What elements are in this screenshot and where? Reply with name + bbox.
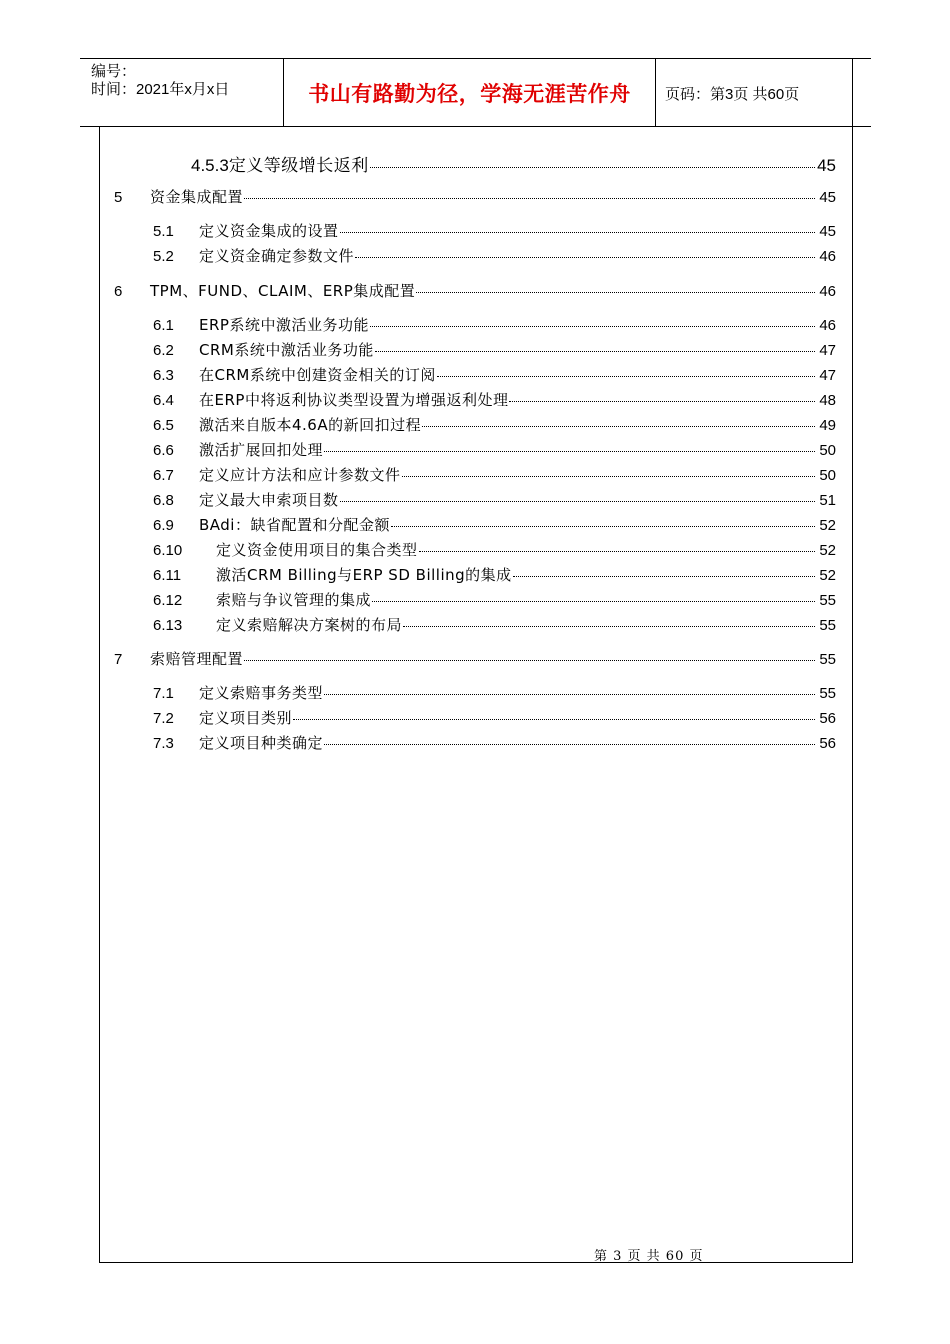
toc-entry[interactable]: [153, 220, 836, 241]
toc-entry-title: 资金集成配置: [150, 188, 244, 206]
toc-entry-title: 定义项目种类确定: [199, 734, 324, 752]
toc-entry[interactable]: [153, 539, 836, 560]
toc-entry-number: 7.3: [153, 735, 174, 752]
toc-entry[interactable]: [153, 314, 836, 335]
toc-entry-page: 55: [819, 651, 836, 668]
toc-entry-page: 46: [819, 283, 836, 300]
toc-entry-title: 定义最大申索项目数: [199, 491, 339, 509]
toc-entry-page: 45: [817, 156, 836, 175]
toc-dot-leader: [403, 611, 815, 627]
toc-entry-title: 索赔管理配置: [150, 650, 244, 668]
toc-entry-page: 50: [819, 467, 836, 484]
toc-entry-title: CRM系统中激活业务功能: [199, 341, 374, 359]
toc-entry-number: 5.2: [153, 248, 174, 265]
toc-entry[interactable]: [191, 151, 836, 176]
toc-dot-leader: [372, 586, 815, 602]
toc-entry[interactable]: [153, 682, 836, 703]
toc-entry-title: 激活来自版本4.6A的新回扣过程: [199, 416, 422, 434]
toc-entry-title: 在CRM系统中创建资金相关的订阅: [199, 366, 436, 384]
header-meta: [80, 59, 283, 127]
toc-dot-leader: [416, 277, 815, 293]
toc-dot-leader: [419, 536, 815, 552]
toc-entry-page: 52: [819, 542, 836, 559]
toc-dot-leader: [293, 704, 815, 720]
toc-entry[interactable]: [153, 464, 836, 485]
toc-entry-number: 6.1: [153, 317, 174, 334]
toc-entry-number: 6.10: [153, 542, 183, 559]
toc-dot-leader: [244, 645, 815, 661]
toc-entry[interactable]: [153, 339, 836, 360]
toc-entry-page: 50: [819, 442, 836, 459]
toc-entry-page: 56: [819, 710, 836, 727]
toc-dot-leader: [391, 511, 815, 527]
toc-entry[interactable]: [114, 648, 836, 669]
toc-entry-page: 46: [819, 317, 836, 334]
toc-entry-title: 定义索赔解决方案树的布局: [216, 616, 403, 634]
toc-dot-leader: [370, 150, 815, 168]
toc-entry[interactable]: [153, 614, 836, 635]
toc-entry-number: 6.11: [153, 567, 182, 584]
toc-entry-page: 46: [819, 248, 836, 265]
toc-entry-title: 定义项目类别: [199, 709, 293, 727]
header-motto: 书山有路勤为径，学海无涯苦作舟: [283, 59, 656, 127]
toc-entry-number: 6.13: [153, 617, 183, 634]
toc-entry-number: 6.2: [153, 342, 174, 359]
toc-entry-title: 索赔与争议管理的集成: [216, 591, 372, 609]
toc-entry[interactable]: [153, 732, 836, 753]
toc-entry[interactable]: [153, 589, 836, 610]
toc-dot-leader: [437, 361, 815, 377]
toc-entry-page: 47: [819, 342, 836, 359]
toc-entry-page: 48: [819, 392, 836, 409]
toc-dot-leader: [509, 386, 815, 402]
toc-entry-page: 56: [819, 735, 836, 752]
toc-entry-number: 6.3: [153, 367, 174, 384]
toc-entry[interactable]: [153, 707, 836, 728]
toc-entry[interactable]: [153, 389, 836, 410]
page-footer: 第 3 页 共 60 页: [594, 1249, 704, 1264]
toc-entry-page: 55: [819, 685, 836, 702]
toc-entry-title: 定义资金确定参数文件: [199, 247, 355, 265]
toc-entry-title: 定义等级增长返利: [228, 156, 369, 176]
toc-entry-number: 5: [114, 189, 123, 206]
toc-entry-title: 定义应计方法和应计参数文件: [199, 466, 401, 484]
toc-entry[interactable]: [153, 364, 836, 385]
toc-entry-number: 6.12: [153, 592, 183, 609]
toc-dot-leader: [402, 461, 815, 477]
toc-entry-page: 52: [819, 567, 836, 584]
toc-entry-page: 45: [819, 223, 836, 240]
toc-entry-number: 6.9: [153, 517, 174, 534]
toc-entry-title: 定义资金集成的设置: [199, 222, 339, 240]
toc-entry-number: 4.5.3: [191, 156, 229, 175]
toc-entry-number: 6: [114, 283, 123, 300]
toc-dot-leader: [340, 486, 815, 502]
page-header: [80, 58, 871, 127]
toc-entry-page: 45: [819, 189, 836, 206]
toc-dot-leader: [324, 729, 815, 745]
toc-entry-page: 47: [819, 367, 836, 384]
document-number-label: 编号：: [91, 63, 137, 80]
toc-dot-leader: [340, 217, 815, 233]
toc-entry-number: 6.5: [153, 417, 174, 434]
toc-dot-leader: [355, 242, 815, 258]
header-page-info: 页码：第3页 共60页: [656, 59, 853, 127]
toc-entry[interactable]: [114, 186, 836, 207]
toc-entry-title: 定义索赔事务类型: [199, 684, 324, 702]
toc-entry-number: 6.6: [153, 442, 174, 459]
toc-entry[interactable]: [153, 564, 836, 585]
toc-entry-number: 6.7: [153, 467, 174, 484]
toc-entry[interactable]: [153, 414, 836, 435]
toc-dot-leader: [370, 311, 815, 327]
toc-entry-page: 49: [819, 417, 836, 434]
toc-entry-title: BAdi：缺省配置和分配金额: [199, 516, 390, 534]
toc-entry[interactable]: [153, 439, 836, 460]
toc-dot-leader: [422, 411, 815, 427]
toc-entry[interactable]: [114, 280, 836, 301]
toc-dot-leader: [324, 436, 815, 452]
toc-dot-leader: [375, 336, 815, 352]
toc-dot-leader: [513, 561, 815, 577]
toc-entry-page: 51: [819, 492, 836, 509]
toc-entry-page: 55: [819, 592, 836, 609]
toc-entry[interactable]: [153, 514, 836, 535]
toc-entry-number: 7.2: [153, 710, 174, 727]
toc-entry-number: 7: [114, 651, 123, 668]
toc-entry-number: 5.1: [153, 223, 174, 240]
toc-entry-title: 定义资金使用项目的集合类型: [216, 541, 418, 559]
document-time-label: 时间：2021年x月x日: [91, 81, 230, 98]
toc-entry-number: 7.1: [153, 685, 174, 702]
toc-entry-page: 55: [819, 617, 836, 634]
toc-entry-title: ERP系统中激活业务功能: [199, 316, 369, 334]
toc-entry-title: 激活扩展回扣处理: [199, 441, 324, 459]
toc-entry-title: 激活CRM Billing与ERP SD Billing的集成: [216, 566, 512, 584]
toc-entry-title: 在ERP中将返利协议类型设置为增强返利处理: [199, 391, 509, 409]
toc-entry-title: TPM、FUND、CLAIM、ERP集成配置: [150, 282, 416, 300]
toc-entry[interactable]: [153, 245, 836, 266]
toc-dot-leader: [324, 679, 815, 695]
toc-entry-number: 6.4: [153, 392, 174, 409]
toc-entry-page: 52: [819, 517, 836, 534]
toc-dot-leader: [244, 183, 815, 199]
toc-entry[interactable]: [153, 489, 836, 510]
toc-entry-number: 6.8: [153, 492, 174, 509]
